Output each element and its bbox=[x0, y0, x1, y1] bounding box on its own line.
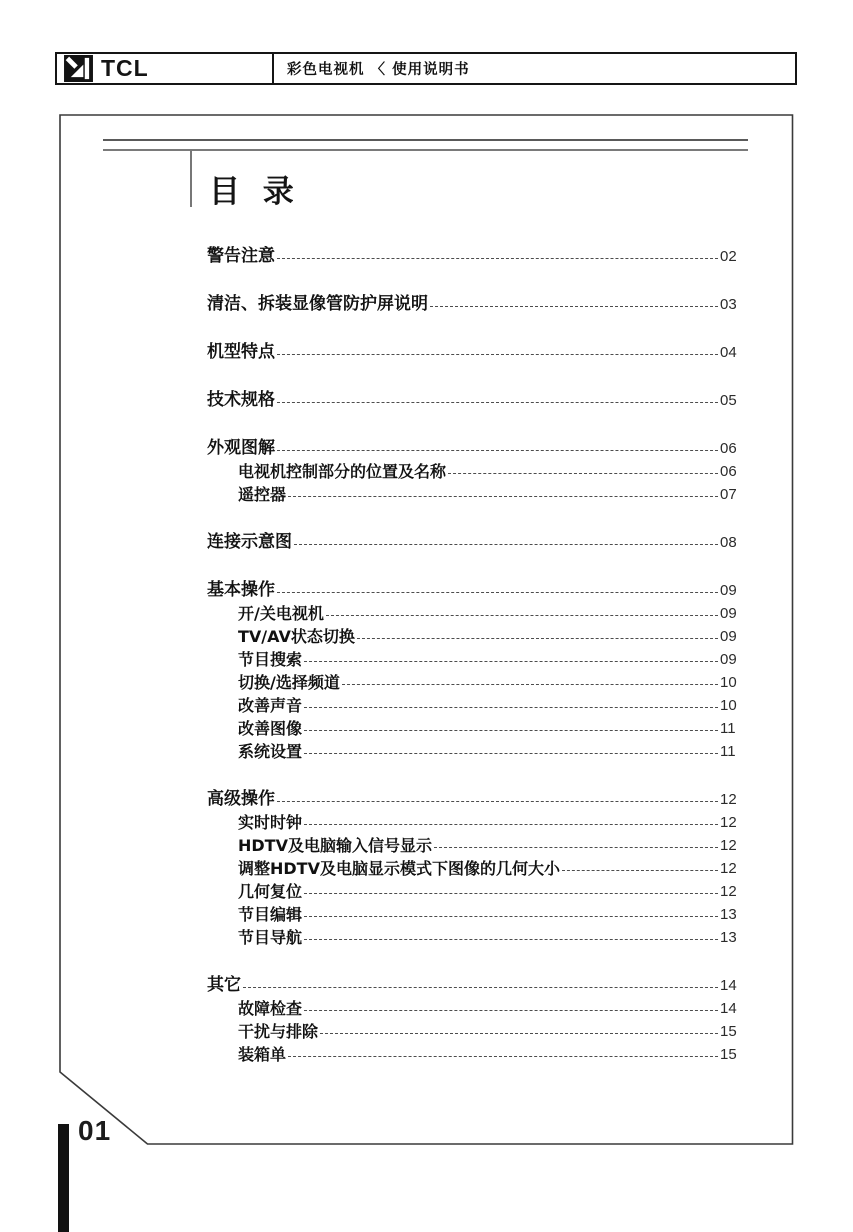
toc-entry-page: 03 bbox=[720, 296, 737, 313]
toc-subentry-label: 节目编辑 bbox=[238, 905, 303, 924]
toc-subentry-label: HDTV及电脑输入信号显示 bbox=[238, 836, 432, 855]
toc-subentry bbox=[207, 811, 744, 834]
toc-subentry-label: 遥控器 bbox=[238, 485, 287, 504]
toc-leader-dashes bbox=[277, 258, 718, 259]
tcl-arrow-icon bbox=[64, 55, 93, 82]
toc-leader-dashes bbox=[277, 354, 718, 355]
toc-subentry bbox=[207, 717, 744, 740]
toc-entry-label: 基本操作 bbox=[207, 580, 275, 600]
toc-leader-dashes bbox=[304, 824, 718, 825]
toc-subentry-page: 15 bbox=[720, 1023, 737, 1040]
toc-entry-page: 09 bbox=[720, 582, 737, 599]
toc-leader-dashes bbox=[277, 450, 718, 451]
toc-subentry-page: 10 bbox=[720, 697, 737, 714]
toc-section bbox=[207, 531, 744, 554]
toc-leader-dashes bbox=[277, 592, 718, 593]
toc-entry-page: 04 bbox=[720, 344, 737, 361]
toc-entry-page: 08 bbox=[720, 534, 737, 551]
toc-entry-label: 警告注意 bbox=[207, 246, 275, 266]
toc-leader-dashes bbox=[434, 847, 718, 848]
toc-subentry-label: 几何复位 bbox=[238, 882, 303, 901]
toc-entry-page: 14 bbox=[720, 977, 737, 994]
toc-leader-dashes bbox=[357, 638, 718, 639]
toc-subentry bbox=[207, 834, 744, 857]
toc-subentry-page: 12 bbox=[720, 814, 737, 831]
toc-subentry bbox=[207, 1020, 744, 1043]
toc-leader-dashes bbox=[304, 753, 718, 754]
toc-section bbox=[207, 389, 744, 412]
title-vertical-rule bbox=[190, 150, 192, 207]
toc-leader-dashes bbox=[304, 893, 718, 894]
toc-subentry-page: 13 bbox=[720, 929, 737, 946]
toc-subentry-label: 改善声音 bbox=[238, 696, 303, 715]
toc-subentry-label: 改善图像 bbox=[238, 719, 303, 738]
toc-subentry-page: 10 bbox=[720, 674, 737, 691]
toc-subentry bbox=[207, 1043, 744, 1066]
toc-leader-dashes bbox=[320, 1033, 718, 1034]
page-number-bar bbox=[58, 1124, 69, 1232]
toc-leader-dashes bbox=[304, 939, 718, 940]
toc-entry-page: 02 bbox=[720, 248, 737, 265]
toc-entry-label: 高级操作 bbox=[207, 789, 275, 809]
double-rule bbox=[103, 139, 748, 151]
toc-subentry-label: 装箱单 bbox=[238, 1045, 287, 1064]
toc-subentry-label: 节目搜索 bbox=[238, 650, 303, 669]
toc-subentry-label: 节目导航 bbox=[238, 928, 303, 947]
toc-leader-dashes bbox=[277, 801, 718, 802]
toc-subentry-label: 调整HDTV及电脑显示模式下图像的几何大小 bbox=[238, 859, 560, 878]
toc-subentry bbox=[207, 671, 744, 694]
toc-subentry bbox=[207, 483, 744, 506]
toc-subentry bbox=[207, 602, 744, 625]
toc-subentry bbox=[207, 997, 744, 1020]
toc-entry-label: 机型特点 bbox=[207, 342, 275, 362]
toc-subentry-page: 12 bbox=[720, 837, 737, 854]
toc-subentry bbox=[207, 880, 744, 903]
toc-leader-dashes bbox=[304, 707, 718, 708]
toc-entry-label: 连接示意图 bbox=[207, 532, 292, 552]
toc-subentry-label: 电视机控制部分的位置及名称 bbox=[238, 462, 447, 481]
toc-leader-dashes bbox=[277, 402, 718, 403]
toc-subentry-page: 07 bbox=[720, 486, 737, 503]
toc-leader-dashes bbox=[288, 496, 718, 497]
toc-subentry-page: 11 bbox=[720, 720, 736, 737]
brand-name: TCL bbox=[101, 55, 149, 81]
toc-entry bbox=[207, 974, 744, 997]
toc-entry bbox=[207, 341, 744, 364]
toc-subentry bbox=[207, 903, 744, 926]
toc-entry bbox=[207, 245, 744, 268]
toc-leader-dashes bbox=[342, 684, 718, 685]
page-number: 01 bbox=[78, 1115, 112, 1146]
toc-subentry bbox=[207, 926, 744, 949]
toc-subentry bbox=[207, 648, 744, 671]
toc-entry-page: 12 bbox=[720, 791, 737, 808]
header-bar bbox=[55, 52, 797, 85]
toc-entry bbox=[207, 579, 744, 602]
toc-entry bbox=[207, 293, 744, 316]
toc-entry bbox=[207, 389, 744, 412]
toc-section bbox=[207, 788, 744, 949]
toc-subentry-label: 系统设置 bbox=[238, 742, 303, 761]
toc-subentry bbox=[207, 857, 744, 880]
toc-leader-dashes bbox=[562, 870, 718, 871]
toc-leader-dashes bbox=[448, 473, 718, 474]
toc-subentry bbox=[207, 625, 744, 648]
toc-leader-dashes bbox=[243, 987, 718, 988]
toc-leader-dashes bbox=[304, 730, 718, 731]
toc-subentry-label: 干扰与排除 bbox=[238, 1022, 319, 1041]
toc-entry-page: 06 bbox=[720, 440, 737, 457]
toc-subentry-label: 开/关电视机 bbox=[238, 604, 324, 623]
toc-subentry-page: 09 bbox=[720, 628, 737, 645]
toc-subentry-page: 13 bbox=[720, 906, 737, 923]
toc-entry-label: 其它 bbox=[207, 975, 241, 995]
page-title: 目 录 bbox=[209, 174, 300, 210]
toc-leader-dashes bbox=[294, 544, 718, 545]
toc-subentry-page: 09 bbox=[720, 605, 737, 622]
toc-section bbox=[207, 579, 744, 763]
toc-subentry-page: 12 bbox=[720, 860, 737, 877]
toc-leader-dashes bbox=[304, 1010, 718, 1011]
document-title: 彩色电视机 〈 使用说明书 bbox=[287, 62, 470, 78]
toc-subentry-page: 06 bbox=[720, 463, 737, 480]
toc-entry bbox=[207, 437, 744, 460]
toc-subentry-page: 09 bbox=[720, 651, 737, 668]
toc-subentry-label: 切换/选择频道 bbox=[238, 673, 340, 692]
toc-entry-label: 技术规格 bbox=[207, 390, 275, 410]
toc-subentry-page: 15 bbox=[720, 1046, 737, 1063]
toc-leader-dashes bbox=[430, 306, 718, 307]
toc-section bbox=[207, 341, 744, 364]
toc-section bbox=[207, 245, 744, 268]
toc-leader-dashes bbox=[326, 615, 718, 616]
toc-leader-dashes bbox=[304, 661, 718, 662]
brand-logo bbox=[57, 54, 274, 83]
toc-subentry-label: 故障检查 bbox=[238, 999, 303, 1018]
toc-subentry bbox=[207, 740, 744, 763]
toc-entry-label: 外观图解 bbox=[207, 438, 275, 458]
toc-leader-dashes bbox=[288, 1056, 718, 1057]
toc-entry bbox=[207, 788, 744, 811]
toc-list bbox=[207, 245, 744, 1066]
toc-subentry-page: 11 bbox=[720, 743, 736, 760]
toc-subentry-label: TV/AV状态切换 bbox=[238, 627, 355, 646]
toc-entry bbox=[207, 531, 744, 554]
toc-subentry-label: 实时时钟 bbox=[238, 813, 303, 832]
toc-entry-page: 05 bbox=[720, 392, 737, 409]
toc-subentry bbox=[207, 460, 744, 483]
toc-entry-label: 清洁、拆装显像管防护屏说明 bbox=[207, 294, 428, 314]
toc-subentry-page: 14 bbox=[720, 1000, 737, 1017]
toc-leader-dashes bbox=[304, 916, 718, 917]
toc-subentry-page: 12 bbox=[720, 883, 737, 900]
toc-section bbox=[207, 293, 744, 316]
toc-section bbox=[207, 974, 744, 1066]
toc-section bbox=[207, 437, 744, 506]
toc-subentry bbox=[207, 694, 744, 717]
